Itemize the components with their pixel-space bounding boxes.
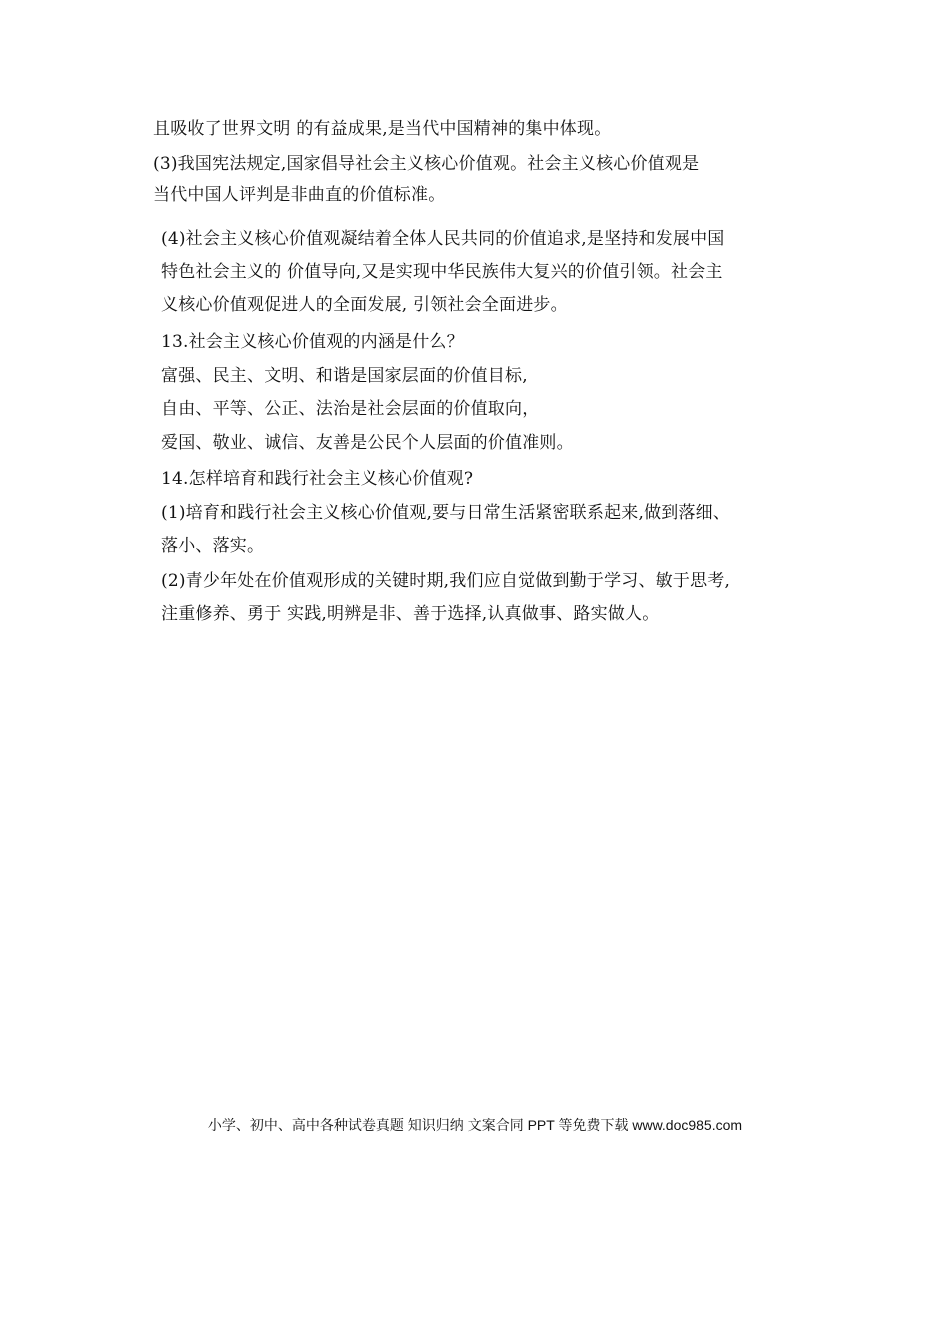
- page-footer: 小学、初中、高中各种试卷真题 知识归纳 文案合同 PPT 等免费下载 www.doc985.com: [207, 1117, 743, 1133]
- text-line: 且吸收了世界文明 的有益成果,是当代中国精神的集中体现。: [153, 119, 612, 139]
- text-line: 特色社会主义的 价值导向,又是实现中华民族伟大复兴的价值引领。社会主: [161, 262, 723, 282]
- text-line: 注重修养、勇于 实践,明辨是非、善于选择,认真做事、路实做人。: [161, 604, 660, 624]
- text-line: 义核心价值观促进人的全面发展, 引领社会全面进步。: [161, 295, 568, 315]
- text-line: 当代中国人评判是非曲直的价值标准。: [153, 185, 446, 205]
- text-line: 富强、民主、文明、和谐是国家层面的价值目标,: [161, 366, 528, 386]
- text-line: 落小、落实。: [161, 536, 265, 556]
- text-line: 自由、平等、公正、法治是社会层面的价值取向，: [161, 399, 540, 419]
- text-line: (3)我国宪法规定,国家倡导社会主义核心价值观。社会主义核心价值观是: [153, 154, 700, 174]
- text-line: (2)青少年处在价值观形成的关键时期,我们应自觉做到勤于学习、敏于思考,: [161, 571, 731, 591]
- question-heading: 14.怎样培育和践行社会主义核心价值观?: [161, 469, 474, 489]
- text-line: (4)社会主义核心价值观凝结着全体人民共同的价值追求,是坚持和发展中国: [161, 229, 725, 249]
- question-heading: 13.社会主义核心价值观的内涵是什么？: [161, 332, 464, 352]
- text-line: 爱国、敬业、诚信、友善是公民个人层面的价值准则。: [161, 433, 574, 453]
- text-line: (1)培育和践行社会主义核心价值观,要与日常生活紧密联系起来,做到落细、: [161, 503, 731, 523]
